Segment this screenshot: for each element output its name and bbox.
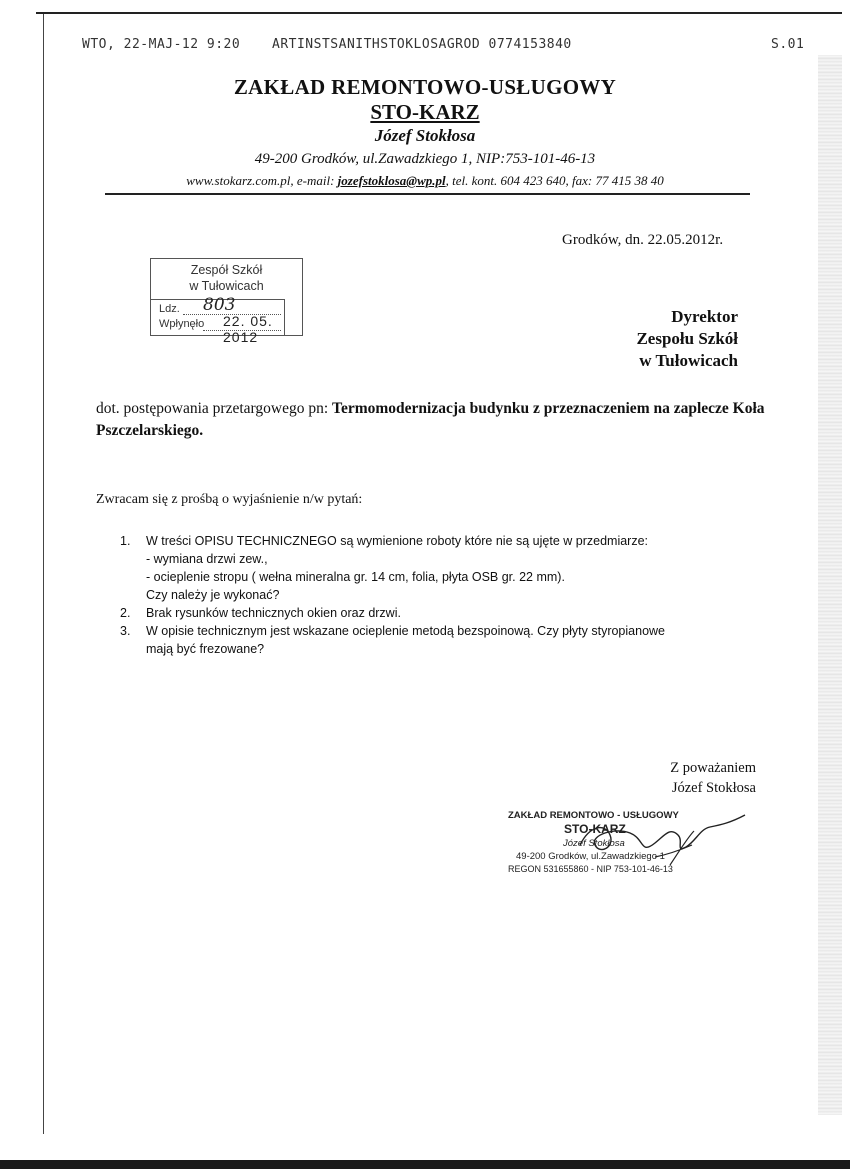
closing-block xyxy=(600,758,756,798)
list-item-line: - wymiana drzwi zew., xyxy=(146,552,268,566)
stamp-received-label: Wpłynęło xyxy=(159,318,205,330)
stamp-ldz-number: 803 xyxy=(203,295,236,315)
stamp-received-date: 22. 05. 2012 xyxy=(223,313,273,345)
company-contact: www.stokarz.com.pl, e-mail: jozefstoklosa@wp.pl, tel. kont. 604 423 640, fax: 77 415 38 40 xyxy=(186,173,664,188)
list-item-number: 3. xyxy=(120,624,131,638)
receipt-stamp xyxy=(150,258,303,345)
recipient-line2: Zespołu Szkół xyxy=(636,329,738,348)
page-top-border xyxy=(36,12,842,14)
fax-page-number: S.01 xyxy=(771,37,805,52)
handwritten-signature xyxy=(560,805,760,875)
stamp-school-line2: w Tułowicach xyxy=(189,279,264,293)
list-item-line: mają być frezowane? xyxy=(146,642,265,656)
company-stamp-line3: Józef Stokłosa xyxy=(563,838,625,849)
company-stamp-line2: STO-KARZ xyxy=(564,822,626,836)
list-item-line: Czy należy je wykonać? xyxy=(146,588,280,602)
company-stamp-line5: REGON 531655860 - NIP 753-101-46-13 xyxy=(508,864,673,874)
scan-edge-noise xyxy=(818,55,842,1115)
list-item-line: - ocieplenie stropu ( wełna mineralna gr. 14 cm, folia, płyta OSB gr. 22 mm). xyxy=(146,570,565,584)
recipient-line3: w Tułowicach xyxy=(639,351,738,370)
page-bottom-bar xyxy=(0,1160,850,1169)
closing-line2: Józef Stokłosa xyxy=(671,780,756,796)
letterhead-rule xyxy=(105,193,750,195)
company-address: 49-200 Grodków, ul.Zawadzkiego 1, NIP:753-101-46-13 xyxy=(254,151,596,167)
owner-name: Józef Stokłosa xyxy=(374,126,476,145)
closing-line1: Z poważaniem xyxy=(670,760,756,776)
stamp-school-line1: Zespół Szkół xyxy=(190,263,263,277)
list-item xyxy=(108,622,788,658)
recipient-block xyxy=(560,306,738,372)
fax-date: WTO, 22-MAJ-12 9:20 xyxy=(82,37,241,52)
company-stamp-line1: ZAKŁAD REMONTOWO - USŁUGOWY xyxy=(508,810,679,821)
intro-text: Zwracam się z prośbą o wyjaśnienie n/w pytań: xyxy=(96,492,363,507)
subject-title: Termomodernizacja budynku z przeznaczeniem na zaplecze Koła Pszczelarskiego. xyxy=(96,400,765,439)
list-item xyxy=(108,604,788,622)
fax-sender: ARTINSTSANITHSTOKLOSAGROD 0774153840 xyxy=(272,37,572,52)
list-item-line: W treści OPISU TECHNICZNEGO są wymienione roboty które nie są ujęte w przedmiarze: xyxy=(146,534,649,548)
email-link[interactable]: jozefstoklosa@wp.pl xyxy=(337,173,446,188)
brand-name: STO-KARZ xyxy=(370,100,480,124)
list-item-number: 2. xyxy=(120,606,131,620)
list-item-line: W opisie technicznym jest wskazane ocieplenie metodą bezspoinową. Czy płyty styropianowe xyxy=(146,624,666,638)
list-item-line: Brak rysunków technicznych okien oraz drzwi. xyxy=(146,606,401,620)
list-item-number: 1. xyxy=(120,534,131,548)
recipient-line1: Dyrektor xyxy=(671,307,738,326)
subject-line: dot. postępowania przetargowego pn: Termomodernizacja budynku z przeznaczeniem na zaplecze Koła Pszczelarskiego. xyxy=(96,400,765,439)
letter-date: Grodków, dn. 22.05.2012r. xyxy=(562,232,724,248)
company-name: ZAKŁAD REMONTOWO-USŁUGOWY xyxy=(233,75,617,99)
stamp-ldz-label: Ldz. xyxy=(159,303,180,315)
list-item xyxy=(108,532,788,604)
company-stamp-line4: 49-200 Grodków, ul.Zawadzkiego 1 xyxy=(516,851,665,862)
questions-list xyxy=(108,532,788,658)
